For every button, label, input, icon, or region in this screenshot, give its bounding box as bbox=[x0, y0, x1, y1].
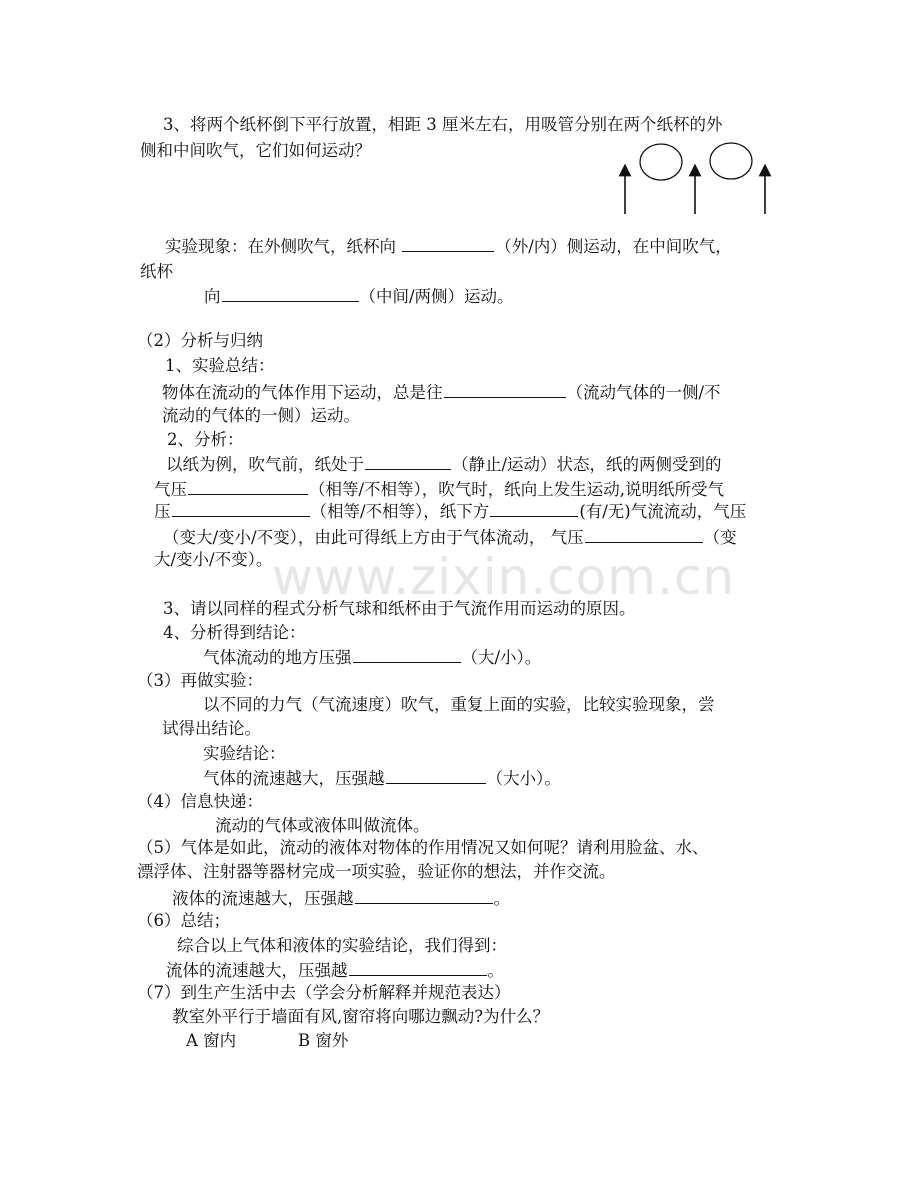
q3-line-1: 3、将两个纸杯倒下平行放置，相距 3 厘米左右，用吸管分别在两个纸杯的外 bbox=[163, 115, 723, 134]
blank-pressure-1[interactable] bbox=[188, 478, 308, 495]
analysis-line-4 bbox=[163, 526, 737, 548]
s5-text-1: 液体的流速越大，压强越 bbox=[172, 889, 354, 908]
analysis-line-2 bbox=[154, 478, 724, 500]
ana-text-5: 压 bbox=[154, 502, 171, 521]
summary-title: 1、实验总结： bbox=[165, 356, 275, 375]
section-3-line-1: 以不同的力气（气流速度）吹气，重复上面的实验，比较实验现象，尝 bbox=[203, 695, 715, 714]
right-cup-circle bbox=[710, 143, 752, 179]
ana-text-3: 气压 bbox=[154, 480, 187, 499]
section-3-heading: （3）再做实验： bbox=[137, 671, 263, 690]
q3-line-2: 侧和中间吹气，它们如何运动？ bbox=[140, 141, 371, 160]
section-4-line-1: 流动的气体或液体叫做流体。 bbox=[215, 816, 430, 835]
analysis-line-5: 大/变小/不变）。 bbox=[154, 550, 273, 569]
q3-observation-2 bbox=[204, 285, 514, 307]
ana-text-8: （变大/变小/不变），由此可得纸上方由于气体流动， 气压 bbox=[163, 528, 584, 547]
obs-text-4: （中间/两侧）运动。 bbox=[359, 287, 514, 306]
blank-pressure-3[interactable] bbox=[585, 526, 703, 543]
section-3-line-3: 实验结论： bbox=[203, 744, 286, 763]
analysis-title: 2、分析： bbox=[167, 430, 244, 449]
section-3-line-4 bbox=[203, 767, 561, 789]
ana-text-2: （静止/运动）状态，纸的两侧受到的 bbox=[452, 455, 722, 474]
watermark: www.zixin.com.cn bbox=[272, 548, 736, 606]
blank-airflow[interactable] bbox=[490, 500, 578, 517]
ana-text-7: (有/无)气流流动，气压 bbox=[579, 502, 747, 521]
s3-text-1: 气体的流速越大，压强越 bbox=[203, 769, 385, 788]
cups-airflow-figure bbox=[615, 140, 785, 220]
blank-pressure-4[interactable] bbox=[353, 646, 461, 663]
option-b[interactable]: B 窗外 bbox=[298, 1031, 349, 1050]
section-7-question: 教室外平行于墙面有风,窗帘将向哪边飘动?为什么？ bbox=[172, 1007, 550, 1026]
left-cup-circle bbox=[640, 144, 682, 180]
section-3-line-2: 试得出结论。 bbox=[162, 719, 261, 738]
section-5-line-2: 漂浮体、注射器等器材完成一项实验，验证你的想法，并作交流。 bbox=[137, 862, 616, 881]
sum-text-1: 物体在流动的气体作用下运动，总是往 bbox=[162, 383, 443, 402]
analysis-line-1 bbox=[166, 453, 722, 475]
q4-text-2: （大/小）。 bbox=[461, 648, 542, 667]
analysis-line-3 bbox=[154, 500, 746, 522]
blank-pressure-2[interactable] bbox=[172, 500, 310, 517]
section-5-line-3 bbox=[172, 887, 510, 909]
section-4-heading: （4）信息快递： bbox=[137, 792, 263, 811]
section-5-line-1: （5）气体是如此，流动的液体对物体的作用情况又如何呢？请利用脸盆、水、 bbox=[137, 838, 709, 857]
section-2-heading: （2）分析与归纳 bbox=[137, 331, 263, 350]
q4-text-1: 气体流动的地方压强 bbox=[203, 648, 352, 667]
section-6-heading: （6）总结； bbox=[137, 911, 230, 930]
ana-text-9: （变 bbox=[703, 528, 737, 547]
q3-observation bbox=[165, 235, 732, 257]
summary-line-1 bbox=[162, 381, 721, 403]
analysis-q4: 4、分析得到结论： bbox=[163, 623, 306, 642]
summary-line-2: 流动的气体的一侧）运动。 bbox=[162, 406, 360, 425]
blank-state[interactable] bbox=[365, 453, 451, 470]
analysis-q3: 3、请以同样的程式分析气球和纸杯由于气流作用而运动的原因。 bbox=[163, 599, 636, 618]
s6-text-2: 。 bbox=[487, 961, 504, 980]
s5-text-2: 。 bbox=[493, 889, 510, 908]
ana-text-1: 以纸为例，吹气前，纸处于 bbox=[166, 455, 364, 474]
obs-text-3: 向 bbox=[204, 287, 221, 306]
ana-text-4: （相等/不相等），吹气时，纸向上发生运动,说明纸所受气 bbox=[309, 480, 725, 499]
option-a[interactable]: A 窗内 bbox=[186, 1031, 237, 1050]
section-6-line-2 bbox=[166, 959, 504, 981]
section-6-line-1: 综合以上气体和液体的实验结论，我们得到： bbox=[177, 936, 507, 955]
blank-direction-1[interactable] bbox=[402, 235, 494, 252]
blank-pressure-6[interactable] bbox=[355, 887, 493, 904]
ana-text-6: （相等/不相等），纸下方 bbox=[310, 502, 490, 521]
s6-text-1: 流体的流速越大，压强越 bbox=[166, 961, 348, 980]
blank-direction-2[interactable] bbox=[222, 285, 359, 302]
obs-text-2: （外/内）侧运动，在中间吹气， bbox=[495, 237, 732, 256]
q3-observation-cont: 纸杯 bbox=[140, 262, 173, 281]
section-7-heading: （7）到生产生活中去（学会分析解释并规范表达） bbox=[137, 983, 511, 1002]
analysis-q4-line bbox=[203, 646, 541, 668]
sum-text-2: （流动气体的一侧/不 bbox=[566, 383, 721, 402]
obs-text-1: 实验现象：在外侧吹气，纸杯向 bbox=[165, 237, 396, 256]
s3-text-2: （大小）。 bbox=[486, 769, 561, 788]
blank-pressure-7[interactable] bbox=[349, 959, 487, 976]
blank-summary[interactable] bbox=[444, 381, 566, 398]
blank-pressure-5[interactable] bbox=[386, 767, 486, 784]
